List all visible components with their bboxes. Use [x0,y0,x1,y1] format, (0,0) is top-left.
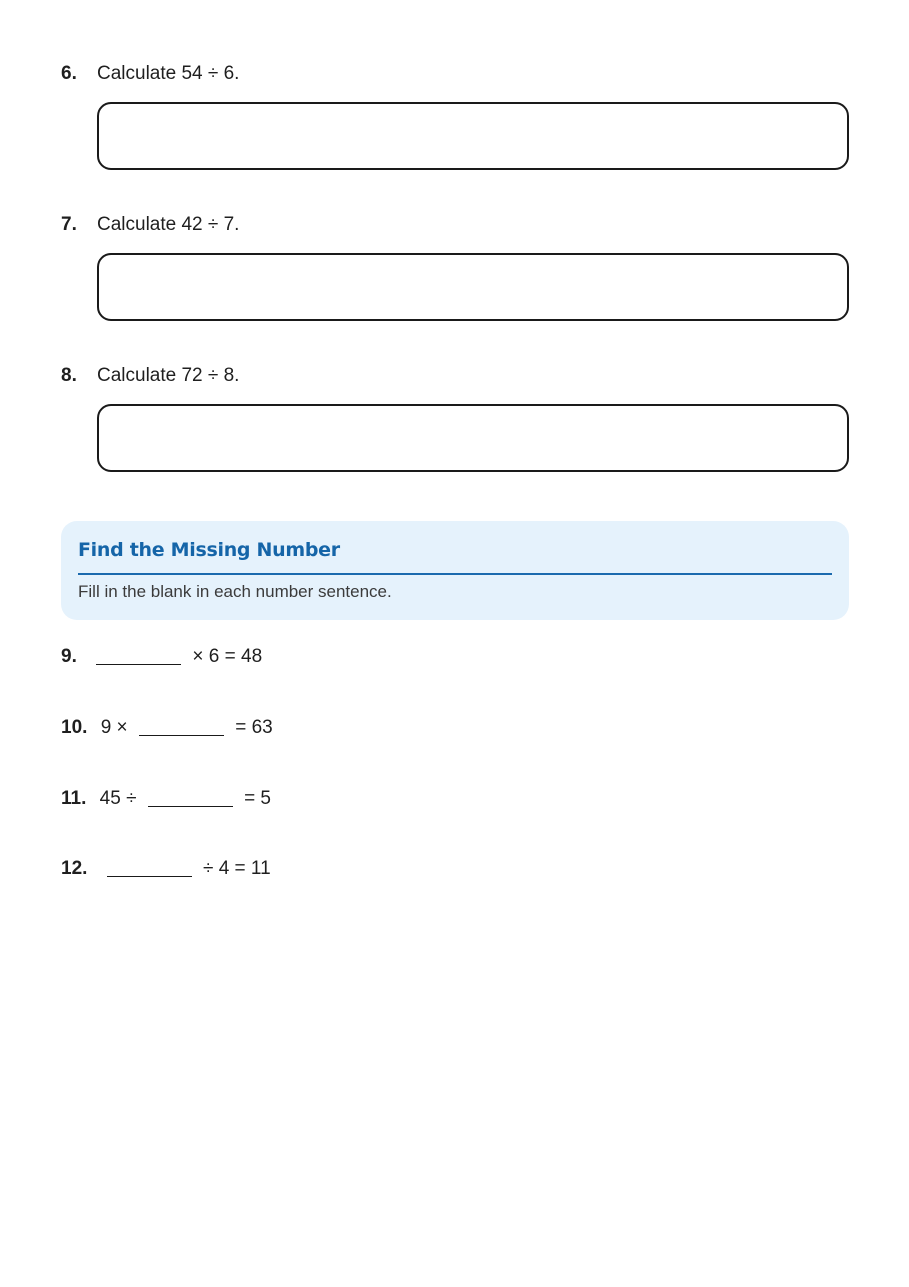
section-divider [78,573,832,575]
answer-blank[interactable] [139,717,224,736]
question-8 [61,365,239,387]
question-number: 6. [61,63,77,84]
question-text-before: 9 × [100,717,128,738]
question-text-after: = 5 [244,788,272,809]
answer-box-8[interactable] [97,404,849,472]
question-6 [61,63,239,85]
section-instructions: Fill in the blank in each number sentence. [78,582,392,601]
question-text-after: × 6 = 48 [192,646,263,667]
question-text-before: 45 ÷ [99,788,137,809]
answer-blank[interactable] [148,788,233,807]
question-text-after: ÷ 4 = 11 [202,858,271,879]
question-10 [61,716,273,740]
question-number: 8. [61,365,77,386]
section-panel [61,521,849,620]
question-text: Calculate 42 ÷ 7. [97,214,240,235]
question-number: 12. [61,858,88,879]
question-9 [61,645,262,669]
question-7 [61,214,239,236]
question-text: Calculate 72 ÷ 8. [97,365,240,386]
question-12 [61,857,271,881]
question-number: 11. [61,788,87,809]
answer-box-6[interactable] [97,102,849,170]
answer-blank[interactable] [96,646,181,665]
section-title: Find the Missing Number [78,539,340,561]
question-number: 10. [61,717,88,738]
answer-box-7[interactable] [97,253,849,321]
question-11 [61,787,271,811]
question-number: 9. [61,646,77,667]
question-text-after: = 63 [235,717,273,738]
question-number: 7. [61,214,77,235]
answer-blank[interactable] [107,858,192,877]
question-text: Calculate 54 ÷ 6. [97,63,240,84]
